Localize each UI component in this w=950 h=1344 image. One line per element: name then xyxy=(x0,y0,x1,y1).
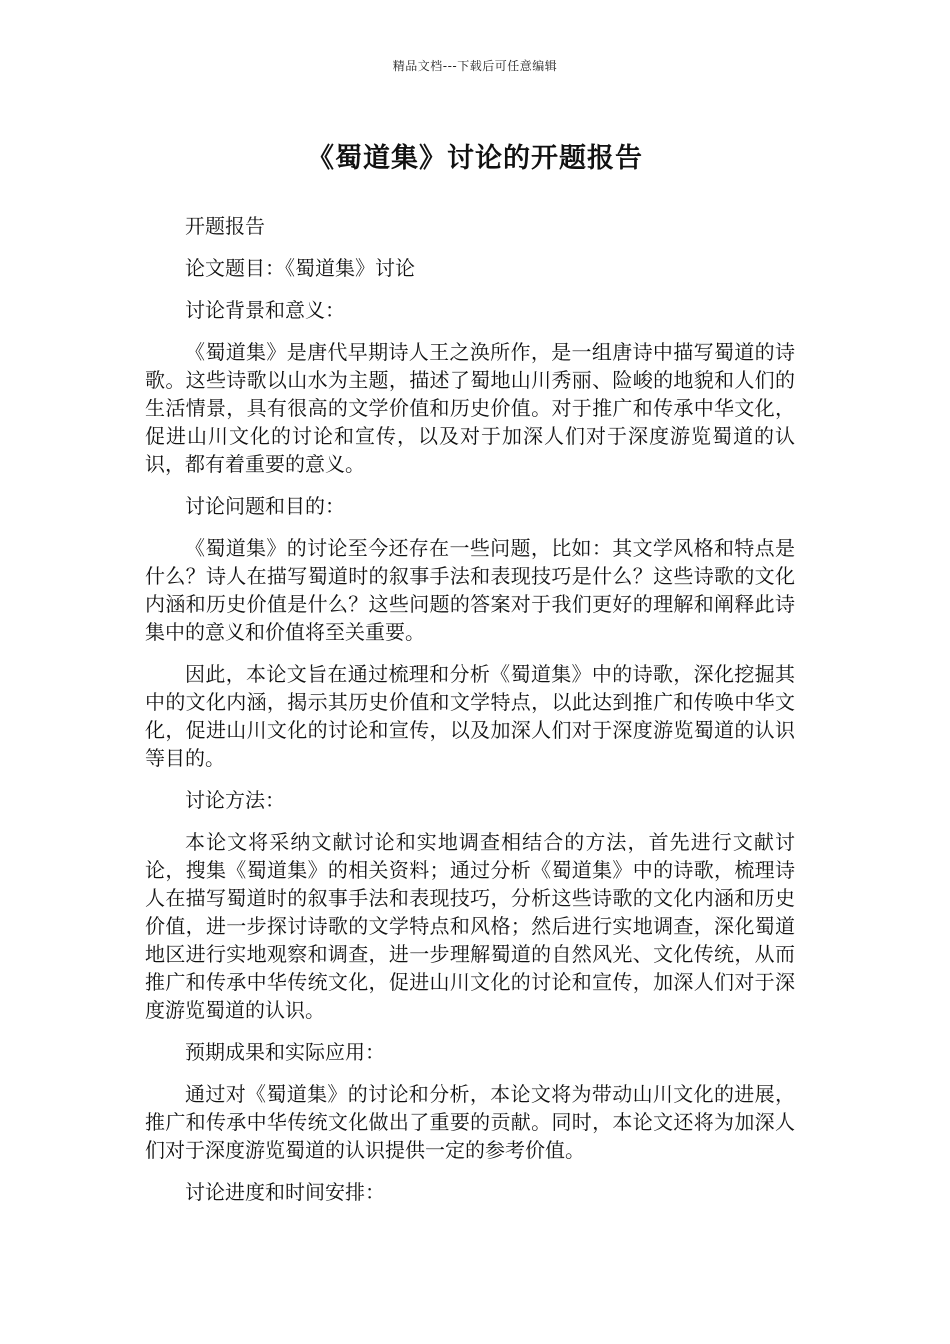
document-title: 《蜀道集》讨论的开题报告 xyxy=(307,143,643,174)
paragraph-background: 《蜀道集》是唐代早期诗人王之涣所作，是一组唐诗中描写蜀道的诗歌。这些诗歌以山水为主题，描述了蜀地山川秀丽、险峻的地貌和人们的生活情景，具有很高的文学价值和历史价值。对于推广和传承中华文化，促进山川文化的讨论和宣传，以及对于加深人们对于深度游览蜀道的认识，都有着重要的意义。 xyxy=(145,340,795,476)
section-label-problem: 讨论问题和目的： xyxy=(185,494,345,518)
section-label-results: 预期成果和实际应用： xyxy=(185,1040,385,1064)
section-label-schedule: 讨论进度和时间安排： xyxy=(185,1180,385,1204)
paragraph-method: 本论文将采纳文献讨论和实地调查相结合的方法，首先进行文献讨论，搜集《蜀道集》的相关资料；通过分析《蜀道集》中的诗歌，梳理诗人在描写蜀道时的叙事手法和表现技巧，分析这些诗歌的文化内涵和历史价值，进一步探讨诗歌的文学特点和风格；然后进行实地调查，深化蜀道地区进行实地观察和调查，进一步理解蜀道的自然风光、文化传统，从而推广和传承中华传统文化，促进山川文化的讨论和宣传，加深人们对于深度游览蜀道的认识。 xyxy=(145,830,795,1022)
section-label-method: 讨论方法： xyxy=(185,788,285,812)
section-label-topic: 论文题目：《蜀道集》讨论 xyxy=(185,256,415,280)
section-label-report: 开题报告 xyxy=(185,214,265,238)
section-label-background: 讨论背景和意义： xyxy=(185,298,345,322)
header-note: 精品文档---下载后可任意编辑 xyxy=(392,59,558,73)
document-body xyxy=(145,212,795,1220)
paragraph-results: 通过对《蜀道集》的讨论和分析，本论文将为带动山川文化的进展，推广和传承中华传统文化做出了重要的贡献。同时，本论文还将为加深人们对于深度游览蜀道的认识提供一定的参考价值。 xyxy=(145,1082,795,1162)
paragraph-problem: 《蜀道集》的讨论至今还存在一些问题，比如：其文学风格和特点是什么？诗人在描写蜀道时的叙事手法和表现技巧是什么？这些诗歌的文化内涵和历史价值是什么？这些问题的答案对于我们更好的理解和阐释此诗集中的意义和价值将至关重要。 xyxy=(145,536,795,644)
paragraph-purpose: 因此，本论文旨在通过梳理和分析《蜀道集》中的诗歌，深化挖掘其中的文化内涵，揭示其历史价值和文学特点，以此达到推广和传唤中华文化，促进山川文化的讨论和宣传，以及加深人们对于深度游览蜀道的认识等目的。 xyxy=(145,662,795,770)
